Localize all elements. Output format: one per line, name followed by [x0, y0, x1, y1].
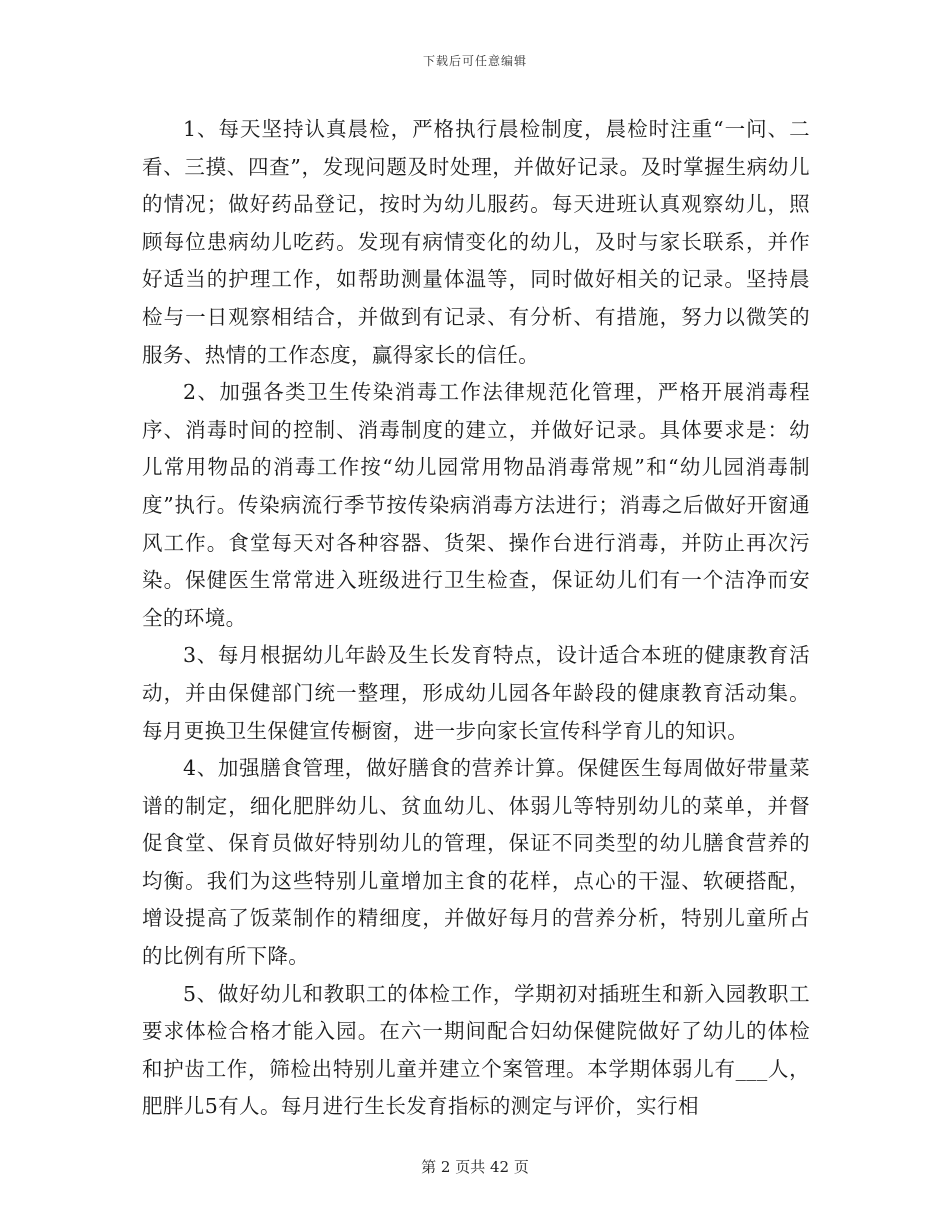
- paragraph-2: 2、加强各类卫生传染消毒工作法律规范化管理，严格开展消毒程序、消毒时间的控制、消毒制度的建立，并做好记录。具体要求是：幼儿常用物品的消毒工作按“幼儿园常用物品消毒常规”和“幼儿园消毒制度”执行。传染病流行季节按传染病消毒方法进行；消毒之后做好开窗通风工作。食堂每天对各种容器、货架、操作台进行消毒，并防止再次污染。保健医生常常进入班级进行卫生检查，保证幼儿们有一个洁净而安全的环境。: [142, 380, 810, 630]
- page-number-footer: 第 2 页共 42 页: [421, 1158, 529, 1176]
- paragraph-5: 5、做好幼儿和教职工的体检工作，学期初对插班生和新入园教职工要求体检合格才能入园。在六一期间配合妇幼保健院做好了幼儿的体检和护齿工作，筛检出特别儿童并建立个案管理。本学期体弱儿有___人，肥胖儿5有人。每月进行生长发育指标的测定与评价，实行相: [142, 981, 810, 1119]
- paragraph-3: 3、每月根据幼儿年龄及生长发育特点，设计适合本班的健康教育活动，并由保健部门统一整理，形成幼儿园各年龄段的健康教育活动集。每月更换卫生保健宣传橱窗，进一步向家长宣传科学育儿的知识。: [142, 643, 810, 743]
- paragraph-4: 4、加强膳食管理，做好膳食的营养计算。保健医生每周做好带量菜谱的制定，细化肥胖幼儿、贫血幼儿、体弱儿等特别幼儿的菜单，并督促食堂、保育员做好特别幼儿的管理，保证不同类型的幼儿膳食营养的均衡。我们为这些特别儿童增加主食的花样，点心的干湿、软硬搭配，增设提高了饭菜制作的精细度，并做好每月的营养分析，特别儿童所占的比例有所下降。: [142, 756, 810, 969]
- document-body: [142, 111, 810, 1126]
- page-header: 下载后可任意编辑: [422, 54, 527, 68]
- paragraph-1: 1、每天坚持认真晨检，严格执行晨检制度，晨检时注重“一问、二看、三摸、四查”，发现问题及时处理，并做好记录。及时掌握生病幼儿的情况；做好药品登记，按时为幼儿服药。每天进班认真观察幼儿，照顾每位患病幼儿吃药。发现有病情变化的幼儿，及时与家长联系，并作好适当的护理工作，如帮助测量体温等，同时做好相关的记录。坚持晨检与一日观察相结合，并做到有记录、有分析、有措施，努力以微笑的服务、热情的工作态度，赢得家长的信任。: [142, 117, 810, 367]
